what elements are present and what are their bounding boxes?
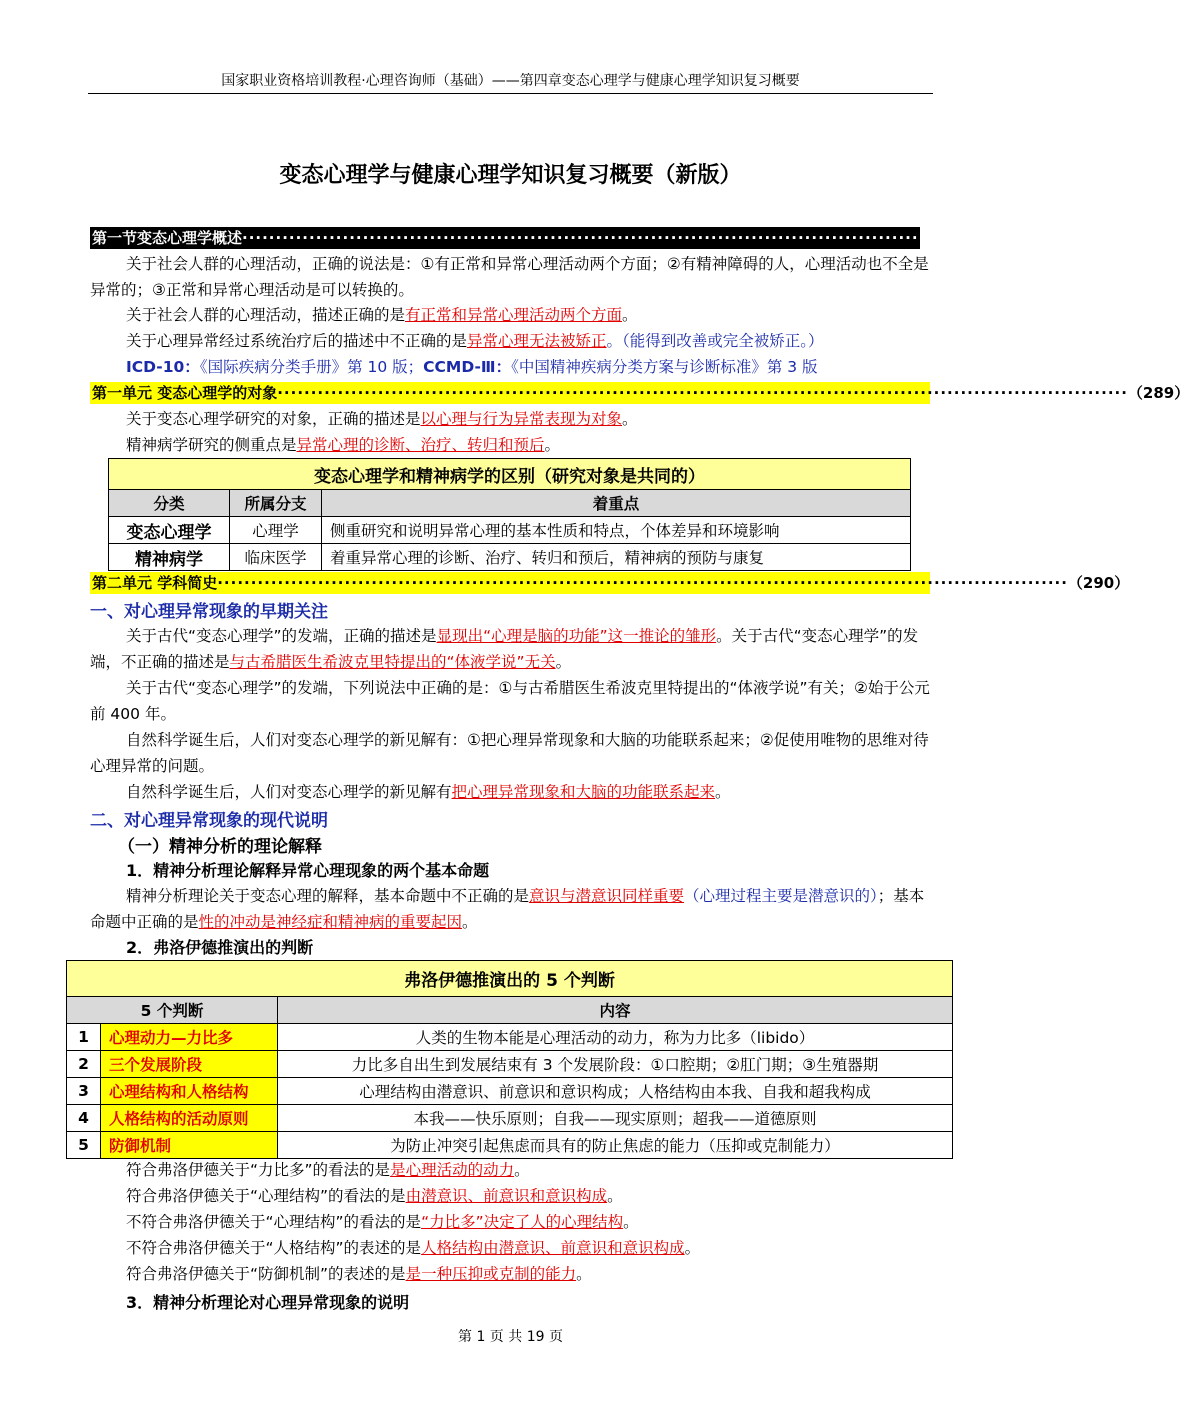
paragraph: 不符合弗洛伊德关于“心理结构”的看法的是“力比多”决定了人的心理结构。 [126, 1213, 639, 1231]
unit-heading-1 [90, 382, 1190, 404]
table-row: 1 心理动力—力比多 人类的生物本能是心理活动的动力，称为力比多（libido） [67, 1024, 953, 1051]
answer-highlight: “力比多”决定了人的心理结构 [421, 1213, 624, 1231]
answer-highlight: 以心理与行为异常表现为对象 [420, 410, 623, 428]
freud-judgments-table [66, 960, 953, 1159]
comparison-table [108, 458, 911, 571]
answer-highlight: 异常心理的诊断、治疗、转归和预后 [296, 436, 545, 454]
table-caption: 弗洛伊德推演出的 5 个判断 [67, 961, 953, 997]
table-row: 精神病学 临床医学 着重异常心理的诊断、治疗、转归和预后，精神病的预防与康复 [109, 544, 911, 571]
unit-heading-2 [90, 572, 1130, 594]
table-row: 变态心理学 心理学 侧重研究和说明异常心理的基本性质和特点，个体差异和环境影响 [109, 517, 911, 544]
answer-highlight: 意识与潜意识同样重要 [529, 887, 685, 905]
classification-note: ICD-10：《国际疾病分类手册》第 10 版；CCMD-Ⅲ：《中国精神疾病分类方案与诊断标准》第 3 版 [126, 358, 818, 376]
paragraph: 关于社会人群的心理活动，正确的说法是：①有正常和异常心理活动两个方面；②有精神障碍的人，心理活动也不全是异常的；③正常和异常心理活动是可以转换的。 [90, 255, 929, 299]
subheading: 3．精神分析理论对心理异常现象的说明 [126, 1293, 410, 1312]
subheading: 二、对心理异常现象的现代说明 [90, 811, 328, 831]
answer-highlight: 与古希腊医生希波克里特提出的“体液学说”无关 [229, 653, 556, 671]
answer-highlight: 有正常和异常心理活动两个方面 [405, 306, 623, 324]
subheading: 一、对心理异常现象的早期关注 [90, 602, 328, 622]
page-ref: （289） [1092, 229, 1155, 247]
table-row: 3 心理结构和人格结构 心理结构由潜意识、前意识和意识构成；人格结构由本我、自我和超我构成 [67, 1078, 953, 1105]
subheading: 1．精神分析理论解释异常心理现象的两个基本命题 [126, 861, 490, 880]
table-caption: 变态心理学和精神病学的区别（研究对象是共同的） [109, 459, 911, 490]
table-header: 分类 [109, 490, 230, 517]
section-heading-1 [90, 227, 1155, 249]
paragraph: 关于古代“变态心理学”的发端，下列说法中正确的是：①与古希腊医生希波克里特提出的“体液学说”有关；②始于公元前 400 年。 [90, 679, 930, 723]
running-header: 国家职业资格培训教程·心理咨询师（基础）——第四章变态心理学与健康心理学知识复习概要 [221, 73, 800, 89]
leader-dots: ······························································································································· [217, 574, 1068, 592]
paragraph: 关于社会人群的心理活动，描述正确的是有正常和异常心理活动两个方面。 [126, 306, 638, 324]
paragraph: 符合弗洛伊德关于“心理结构”的看法的是由潜意识、前意识和意识构成。 [126, 1187, 623, 1205]
answer-highlight: 是心理活动的动力 [390, 1161, 515, 1179]
paragraph: 关于心理异常经过系统治疗后的描述中不正确的是异常心理无法被矫正。（能得到改善或完全被矫正。） [126, 332, 824, 350]
paragraph: 关于古代“变态心理学”的发端，正确的描述是显现出“心理是脑的功能”这一推论的雏形。关于古代“变态心理学”的发端，不正确的描述是与古希腊医生希波克里特提出的“体液学说”无关。 [90, 627, 919, 671]
page-ref: （289） [1127, 384, 1190, 402]
table-row: 4 人格结构的活动原则 本我——快乐原则；自我——现实原则；超我——道德原则 [67, 1105, 953, 1132]
paragraph: 关于变态心理学研究的对象，正确的描述是以心理与行为异常表现为对象。 [126, 410, 638, 428]
header-rule [88, 93, 933, 94]
unit-label: 第二单元 学科简史 [92, 574, 218, 592]
answer-highlight: 异常心理无法被矫正 [467, 332, 607, 350]
paragraph: 不符合弗洛伊德关于“人格结构”的表述的是人格结构由潜意识、前意识和意识构成。 [126, 1239, 701, 1257]
paragraph: 精神分析理论关于变态心理的解释，基本命题中不正确的是意识与潜意识同样重要（心理过程主要是潜意识的）；基本命题中正确的是性的冲动是神经症和精神病的重要起因。 [90, 887, 925, 931]
leader-dots: ······························································································································· [277, 384, 1128, 402]
page-ref: （290） [1067, 574, 1130, 592]
section-label: 第一节变态心理学概述 [92, 229, 243, 247]
table-header: 5 个判断 [67, 997, 278, 1024]
unit-label: 第一单元 变态心理学的对象 [92, 384, 278, 402]
answer-highlight: 性的冲动是神经症和精神病的重要起因 [198, 913, 463, 931]
answer-highlight: 是一种压抑或克制的能力 [405, 1265, 577, 1283]
answer-highlight: 把心理异常现象和大脑的功能联系起来 [451, 783, 716, 801]
table-row: 2 三个发展阶段 力比多自出生到发展结束有 3 个发展阶段：①口腔期；②肛门期；③生殖器期 [67, 1051, 953, 1078]
subheading: 2．弗洛伊德推演出的判断 [126, 938, 314, 957]
paragraph: 符合弗洛伊德关于“力比多”的看法的是是心理活动的动力。 [126, 1161, 530, 1179]
table-header: 着重点 [322, 490, 911, 517]
table-header: 内容 [278, 997, 953, 1024]
page-footer: 第 1 页 共 19 页 [458, 1329, 563, 1345]
paragraph: 精神病学研究的侧重点是异常心理的诊断、治疗、转归和预后。 [126, 436, 561, 454]
paragraph: 自然科学诞生后，人们对变态心理学的新见解有：①把心理异常现象和大脑的功能联系起来；②促使用唯物的思维对待心理异常的问题。 [90, 731, 929, 775]
table-header: 所属分支 [230, 490, 322, 517]
answer-highlight: 人格结构由潜意识、前意识和意识构成 [421, 1239, 685, 1257]
paragraph: 自然科学诞生后，人们对变态心理学的新见解有把心理异常现象和大脑的功能联系起来。 [126, 783, 731, 801]
table-row: 5 防御机制 为防止冲突引起焦虑而具有的防止焦虑的能力（压抑或克制能力） [67, 1132, 953, 1159]
document-title: 变态心理学与健康心理学知识复习概要（新版） [279, 163, 742, 188]
leader-dots: ······························································································································· [242, 229, 1093, 247]
answer-highlight: 由潜意识、前意识和意识构成 [405, 1187, 608, 1205]
paragraph: 符合弗洛伊德关于“防御机制”的表述的是是一种压抑或克制的能力。 [126, 1265, 592, 1283]
answer-highlight: 显现出“心理是脑的功能”这一推论的雏形 [436, 627, 717, 645]
subheading: （一）精神分析的理论解释 [118, 837, 322, 857]
